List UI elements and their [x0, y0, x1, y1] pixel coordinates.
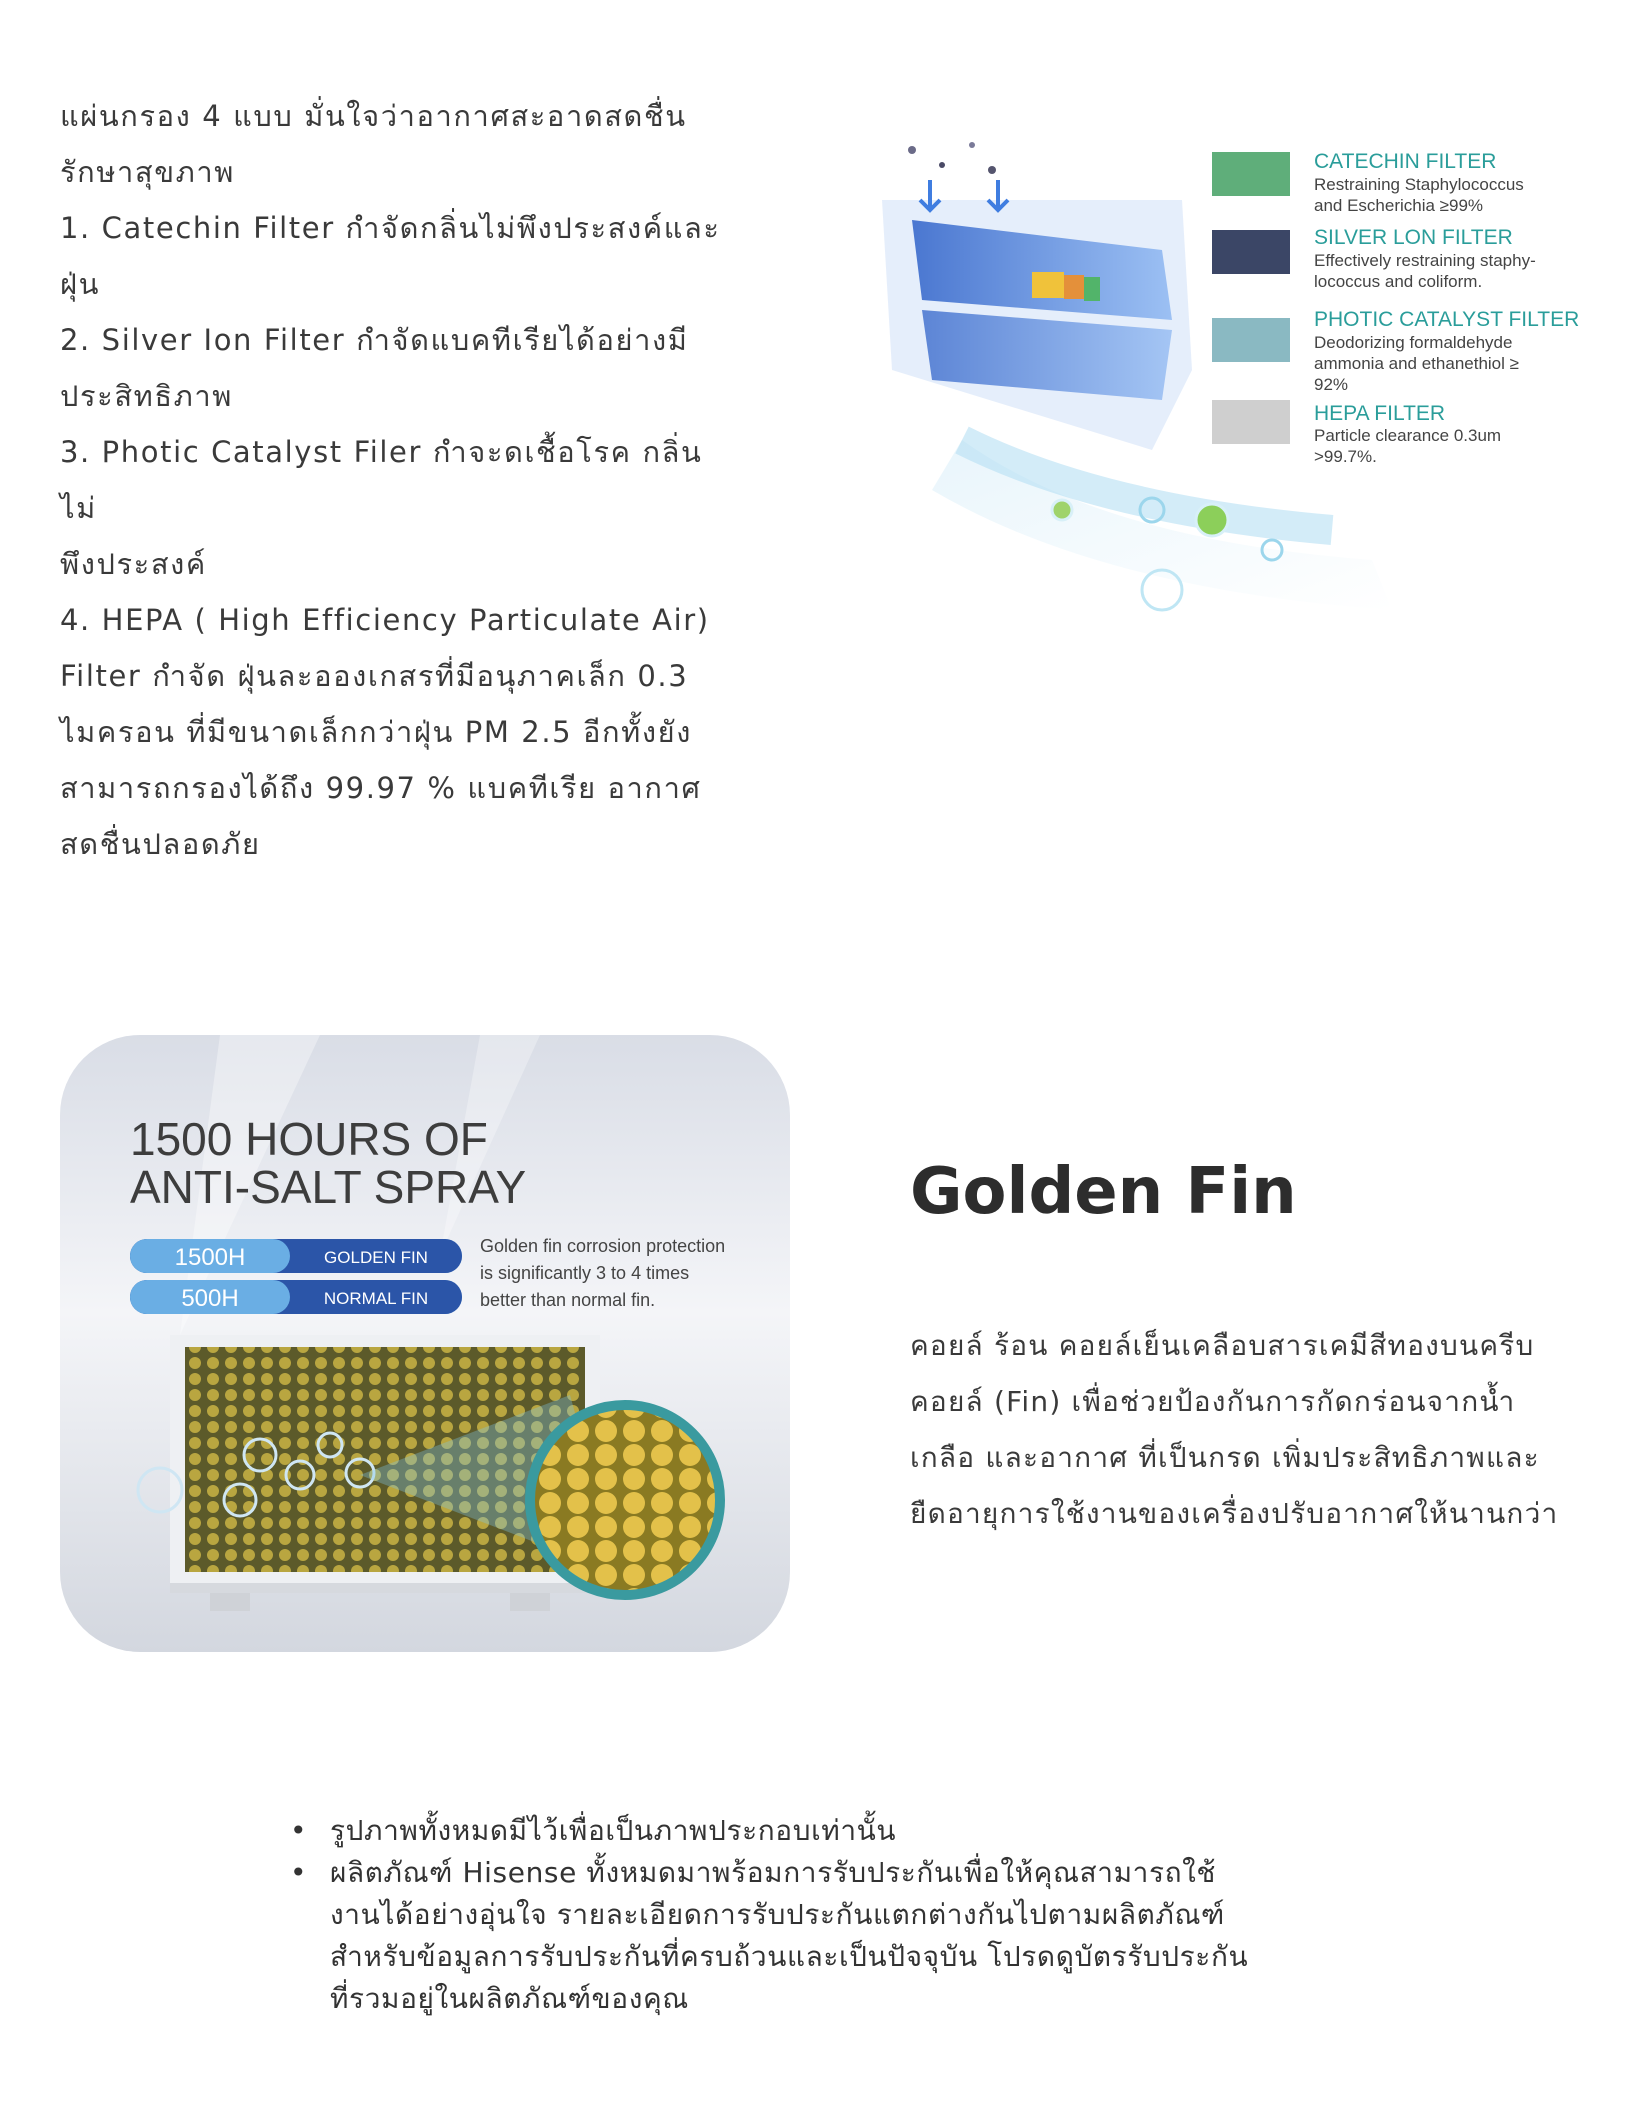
- golden-fin-line: คอยล์ ร้อน คอยล์เย็นเคลือบสารเคมีสีทองบนครีบ: [910, 1329, 1535, 1362]
- filter-desc: Effectively restraining staphy-: [1314, 251, 1536, 270]
- filters-line: สดชื่นปลอดภัย: [60, 827, 261, 861]
- note-item: [290, 1852, 1340, 2020]
- normal-fin-bar: [130, 1280, 462, 1314]
- filter-diagram: [852, 110, 1592, 622]
- note-line: ที่รวมอยู่ในผลิตภัณฑ์ของคุณ: [330, 1982, 689, 2015]
- note-line: รูปภาพทั้งหมดมีไว้เพื่อเป็นภาพประกอบเท่านั้น: [330, 1814, 897, 1847]
- salt-desc: Golden fin corrosion protection: [480, 1236, 726, 1256]
- note-item: [290, 1810, 1340, 1852]
- notes-list: [290, 1810, 1340, 2020]
- note-line: งานได้อย่างอุ่นใจ รายละเอียดการรับประกันแตกต่างกันไปตามผลิตภัณฑ์: [330, 1898, 1225, 1931]
- filter-title: PHOTIC CATALYST FILTER: [1314, 308, 1580, 331]
- filter-desc: and Escherichia ≥99%: [1314, 196, 1484, 215]
- filter-desc: >99.7%.: [1314, 447, 1377, 466]
- filter-illustration: [852, 110, 1592, 622]
- note-line: สำหรับข้อมูลการรับประกันที่ครบถ้วนและเป็นปัจจุบัน โปรดดูบัตรรับประกัน: [330, 1940, 1249, 1973]
- golden-fin-line: ยืดอายุการใช้งานของเครื่องปรับอากาศให้นานกว่า: [910, 1497, 1559, 1530]
- golden-fin-line: คอยล์ (Fin) เพื่อช่วยป้องกันการกัดกร่อนจากน้ำ: [910, 1385, 1516, 1418]
- golden-label: GOLDEN FIN: [324, 1248, 428, 1267]
- catechin-swatch: [1212, 152, 1290, 196]
- filters-line: 4. HEPA ( High Efficiency Particulate Air): [60, 603, 710, 637]
- filter-desc: Deodorizing formaldehyde: [1314, 333, 1513, 352]
- filter-desc: Restraining Staphylococcus: [1314, 175, 1524, 194]
- hepa-swatch: [1212, 400, 1290, 444]
- normal-label: NORMAL FIN: [323, 1289, 429, 1308]
- headline-line: 1500 HOURS OF: [130, 1113, 488, 1165]
- bullet: •: [290, 1856, 308, 1889]
- filters-line: แผ่นกรอง 4 แบบ มั่นใจว่าอากาศสะอาดสดชื่น: [60, 99, 687, 133]
- filters-line: ไมครอน ที่มีขนาดเล็กกว่าฝุ่น PM 2.5 อีกทั้งยัง: [60, 715, 693, 749]
- golden-fin-bar: [130, 1239, 462, 1273]
- normal-hours: 500H: [181, 1285, 239, 1312]
- note-line: ผลิตภัณฑ์ Hisense ทั้งหมดมาพร้อมการรับประกันเพื่อให้คุณสามารถใช้: [330, 1856, 1217, 1889]
- salt-desc: is significantly 3 to 4 times: [480, 1263, 690, 1283]
- anti-salt-illustration: [60, 1035, 790, 1652]
- filters-line: Filter กำจัด ฝุ่นละอองเกสรที่มีอนุภาคเล็ก 0.3: [60, 659, 689, 693]
- filters-line: สามารถกรองได้ถึง 99.97 % แบคทีเรีย อากาศ: [60, 771, 702, 805]
- filter-desc: 92%: [1314, 375, 1349, 394]
- filters-line: 3. Photic Catalyst Filer กำจะดเชื้อโรค กลิ่นไม่: [60, 435, 703, 525]
- filter-desc: lococcus and coliform.: [1314, 272, 1483, 291]
- golden-fin-title: Golden Fin: [910, 1155, 1297, 1229]
- magnified-fin: [530, 1405, 720, 1595]
- headline-line: ANTI-SALT SPRAY: [130, 1161, 527, 1213]
- bullet: •: [290, 1814, 308, 1847]
- filter-desc: Particle clearance 0.3um: [1314, 426, 1502, 445]
- golden-hours: 1500H: [174, 1244, 246, 1271]
- filter-title: HEPA FILTER: [1314, 402, 1446, 425]
- anti-salt-graphic: [60, 1035, 790, 1652]
- filters-line: รักษาสุขภาพ: [60, 155, 235, 189]
- filters-line: ฝุ่น: [60, 267, 101, 301]
- filter-desc: ammonia and ethanethiol ≥: [1314, 354, 1519, 373]
- golden-fin-description: [910, 1318, 1600, 1542]
- photic-swatch: [1212, 318, 1290, 362]
- filters-line: พึงประสงค์: [60, 547, 207, 581]
- silver-ion-swatch: [1212, 230, 1290, 274]
- salt-desc: better than normal fin.: [480, 1290, 656, 1310]
- filters-line: 1. Catechin Filter กำจัดกลิ่นไม่พึงประสงค์และ: [60, 211, 721, 245]
- filters-description: [60, 88, 732, 872]
- golden-fin-line: เกลือ และอากาศ ที่เป็นกรด เพิ่มประสิทธิภาพและ: [910, 1441, 1540, 1474]
- filters-line: ประสิทธิภาพ: [60, 379, 233, 413]
- filters-line: 2. Silver Ion Filter กำจัดแบคทีเรียได้อย่างมี: [60, 323, 689, 357]
- filter-title: CATECHIN FILTER: [1314, 150, 1497, 173]
- filter-title: SILVER LON FILTER: [1314, 226, 1513, 249]
